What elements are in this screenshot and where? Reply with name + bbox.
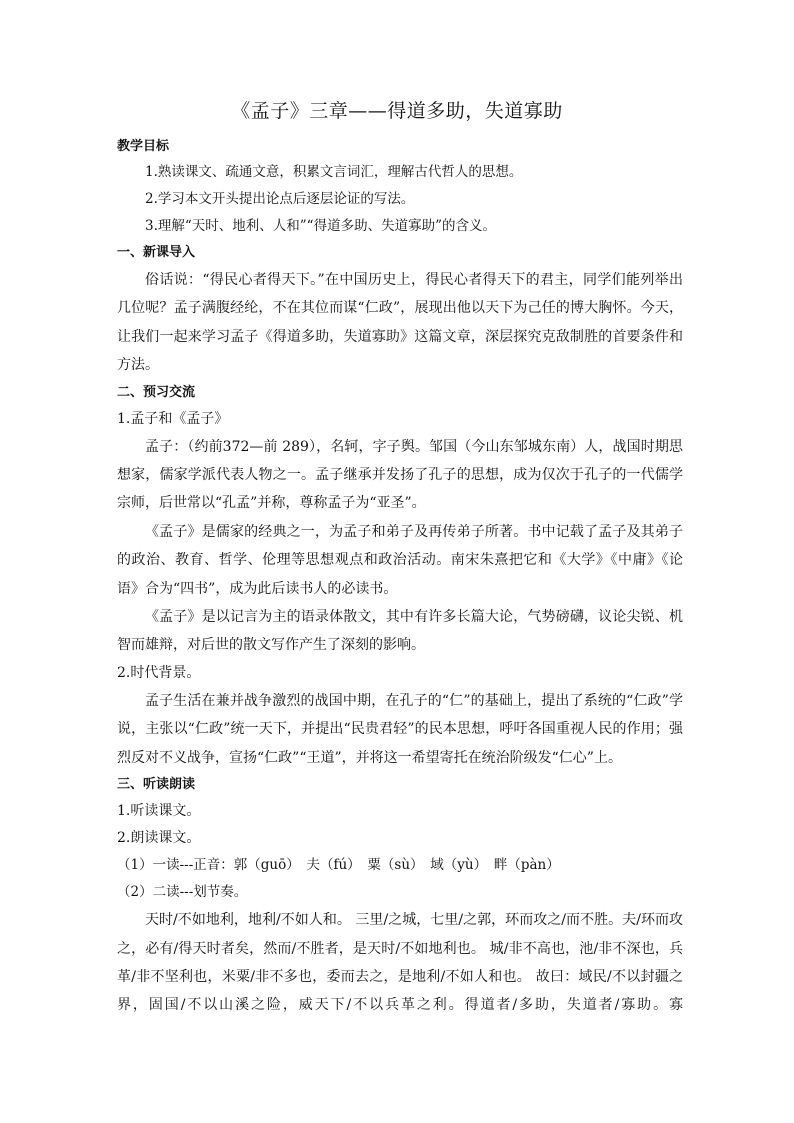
reading-step-pronunciation: （1）一读---正音：郭（guō） 夫（fú） 粟（sù） 域（yù） 畔（pàn） [117,857,560,874]
mencius-bio-paragraph: 孟子：（约前372—前 289），名轲，字子舆。邹国（今山东邹城东南）人，战国时期思想家，儒家学派代表人物之一。孟子继承并发扬了孔子的思想，成为仅次于孔子的一代儒学宗师，后世常以“孔孟”并称，尊称孟子为“亚圣”。 [117,438,683,512]
background-paragraph: 孟子生活在兼并战争激烈的战国中期，在孔子的“仁”的基础上，提出了系统的“仁政”学说，主张以“仁政”统一天下，并提出“民贵君轻”的民本思想，呼吁各国重视人民的作用；强烈反对不义战争，宣扬“仁政”“王道”，并将这一希望寄托在统治阶级发“仁心”上。 [117,692,683,766]
section-heading-intro: 一、新课导入 [117,245,196,260]
section-heading-preview: 二、预习交流 [117,384,196,400]
subheading-background: 2.时代背景。 [117,664,201,681]
subheading-mencius: 1.孟子和《孟子》 [117,410,229,427]
section-heading-reading: 三、听读朗读 [117,777,196,793]
reading-item: 1.听读课文。 [117,803,201,820]
style-paragraph: 《孟子》是以记言为主的语录体散文，其中有许多长篇大论，气势磅礴，议论尖锐、机智而雄辩，对后世的散文写作产生了深刻的影响。 [117,609,683,654]
book-intro-paragraph: 《孟子》是儒家的经典之一，为孟子和弟子及再传弟子所著。书中记载了孟子及其弟子的政治、教育、哲学、伦理等思想观点和政治活动。南宋朱熹把它和《大学》《中庸》《论语》合为“四书”，成为此后读书人的必读书。 [117,523,683,597]
text-rhythm-paragraph: 天时/不如地利，地利/不如人和。 三里/之城，七里/之郭，环而攻之/而不胜。夫/环而攻之，必有/得天时者矣，然而/不胜者，是天时/不如地利也。 城/非不高也，池/非不深也，兵革/非不坚利也，米粟/非不多也，委而去之，是地利/不如人和也。 故曰：域民/不以封疆之界，固国/不以山溪之险，威天下/不以兵革之利。得道者/多助，失道者/寡助。寡 [117,912,683,1014]
intro-paragraph: 俗话说：“得民心者得天下。”在中国历史上，得民心者得天下的君主，同学们能列举出几位呢？孟子满腹经纶，不在其位而谋“仁政”，展现出他以天下为己任的博大胸怀。今天，让我们一起来学习孟子《得道多助，失道寡助》这篇文章，深层探究克敌制胜的首要条件和方法。 [117,272,683,374]
reading-step-rhythm: （2）二读---划节奏。 [117,884,248,901]
objectives-heading: 教学目标 [117,139,170,154]
reading-item: 2.朗读课文。 [117,830,201,847]
objective-item: 3.理解“天时、地利、人和”“得道多助、失道寡助”的含义。 [145,218,496,234]
document-title: 《孟子》三章——得道多助，失道寡助 [231,100,563,122]
document-body [117,135,683,1020]
objective-item: 2.学习本文开头提出论点后逐层论证的写法。 [145,191,415,207]
objective-item: 1.熟读课文、疏通文意，积累文言词汇，理解古代哲人的思想。 [145,164,523,180]
